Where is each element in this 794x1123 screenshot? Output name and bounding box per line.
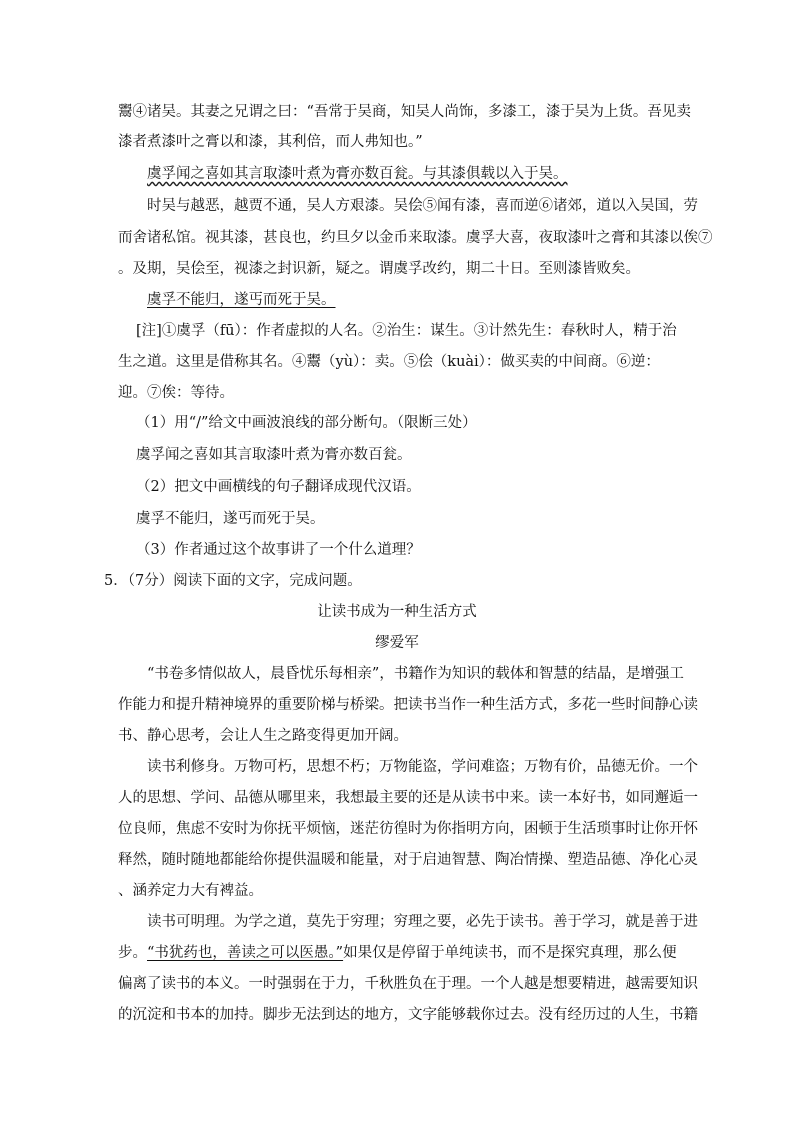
question-5-heading: 5．（7分）阅读下面的文字，完成问题。 [104, 573, 362, 589]
text-line: 作能力和提升精神境界的重要阶梯与桥梁。把读书当作一种生活方式，多花一些时间静心读 [118, 697, 698, 713]
underlined-sentence: 虞孚不能归，遂丐而死于吴。 [147, 292, 336, 308]
text-line: 漆者煮漆叶之膏以和漆，其利倍，而人弗知也。” [118, 134, 423, 150]
article-title: 让读书成为一种生活方式 [317, 604, 477, 620]
text-line: 读书利修身。万物可朽，思想不朽；万物能盗，学问难盗；万物有价，品德无价。一个 [147, 759, 698, 775]
text-line: 读书可明理。为学之道，莫先于穷理；穷理之要，必先于读书。善于学习，就是善于进 [147, 914, 698, 930]
text-line: 释然，随时随地都能给你提供温暖和能量，对于启迪智慧、陶冶情操、塑造品德、净化心灵 [118, 852, 698, 868]
annotation-line: 生之道。这里是借称其名。④鬻（yù）：卖。⑤侩（kuài）：做买卖的中间商。⑥逆： [118, 354, 660, 370]
text-line: 时吴与越恶，越贾不通，吴人方艰漆。吴侩⑤闻有漆，喜而逆⑥诸郊，道以入吴国，劳 [147, 198, 698, 214]
underlined-quote: “书犹药也，善读之可以医愚。” [147, 945, 344, 961]
text-span: 如果仅是停留于单纯读书，而不是探究真理，那么便 [343, 945, 677, 961]
question-1-text: 虞孚闻之喜如其言取漆叶煮为膏亦数百瓮。 [136, 447, 412, 463]
text-line: 人的思想、学问、品德从哪里来，我想最主要的还是从读书中来。读一本好书，如同邂逅一 [118, 790, 698, 806]
question-2-text: 虞孚不能归，遂丐而死于吴。 [136, 511, 325, 527]
question-3: （3）作者通过这个故事讲了一个什么道理？ [136, 542, 421, 558]
text-line: 位良师，焦虑不安时为你抚平烦恼，迷茫彷徨时为你指明方向，困顿于生活琐事时让你开怀 [118, 821, 698, 837]
text-line: 的沉淀和书本的加持。脚步无法到达的地方，文字能够载你过去。没有经历过的人生，书籍 [118, 1007, 698, 1023]
text-line: 书、静心思考，会让人生之路变得更加开阔。 [118, 728, 408, 744]
text-line: 而舍诸私馆。视其漆，甚良也，约旦夕以金币来取漆。虞孚大喜，夜取漆叶之膏和其漆以俟⑦ [118, 230, 713, 246]
annotation-line: 迎。⑦俟：等待。 [118, 385, 234, 401]
text-line: 、涵养定力大有裨益。 [118, 883, 263, 899]
text-line-with-underline [118, 943, 677, 963]
text-line: 偏离了读书的本义。一时强弱在于力，千秋胜负在于理。一个人越是想要精进，越需要知识 [118, 976, 698, 992]
text-line: “书卷多情似故人，晨昏忧乐每相亲”，书籍作为知识的载体和智慧的结晶，是增强工 [147, 666, 684, 682]
text-line: 鬻④诸吴。其妻之兄谓之曰：“吾常于吴商，知吴人尚饰，多漆工，漆于吴为上货。吾见卖 [118, 104, 691, 120]
annotation-line: [注]①虞孚（fū）：作者虚拟的人名。②治生：谋生。③计然先生：春秋时人，精于治 [136, 323, 677, 339]
article-author: 缪爱军 [375, 635, 419, 651]
wavy-underlined-sentence: 虞孚闻之喜如其言取漆叶煮为膏亦数百瓮。与其漆俱载以入于吴。 [147, 166, 568, 182]
question-1: （1）用“/”给文中画波浪线的部分断句。（限断三处） [136, 415, 477, 431]
question-2: （2）把文中画横线的句子翻译成现代汉语。 [136, 479, 421, 495]
text-line: 。及期，吴侩至，视漆之封识新，疑之。谓虞孚改约，期二十日。至则漆皆败矣。 [118, 261, 640, 277]
text-span: 步。 [118, 945, 147, 961]
